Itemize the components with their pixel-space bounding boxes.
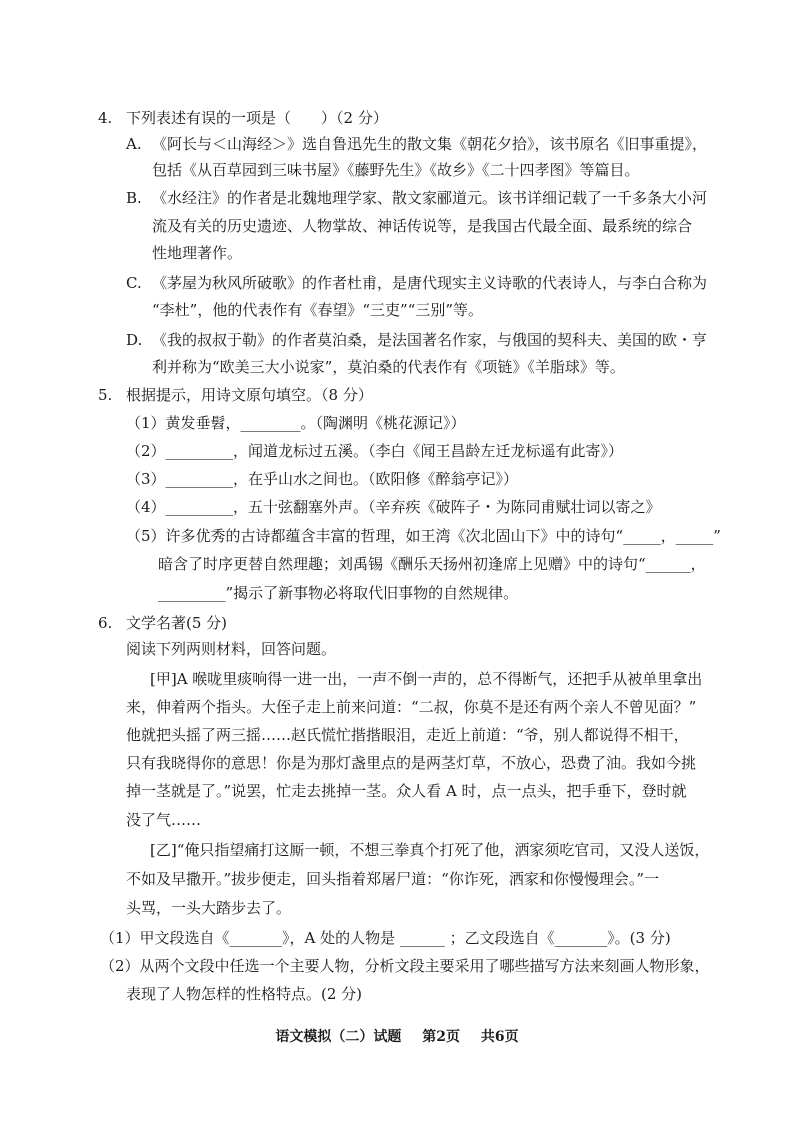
footer-total-pages: 共6页 bbox=[480, 1029, 519, 1045]
q6-subquestion-2-line2: 表现了人物怎样的性格特点。(2 分) bbox=[126, 985, 363, 1003]
passage-b-line1: [乙]“俺只指望痛打这厮一顿，不想三拳真个打死了他，洒家须吃官司，又没人送饭， bbox=[150, 841, 710, 859]
q6-intro: 阅读下列两则材料，回答问题。 bbox=[126, 640, 337, 658]
q4-number: 4. bbox=[98, 109, 113, 127]
q4-option-b-line3: 性地理著作。 bbox=[152, 244, 243, 262]
footer-page-number: 第2页 bbox=[422, 1029, 460, 1045]
q4-option-c-line2: “李杜”，他的代表作有《春望》“三吏”“三别”等。 bbox=[152, 301, 484, 319]
q5-item-5-line3: _________”揭示了新事物必将取代旧事物的自然规律。 bbox=[158, 584, 519, 602]
q5-number: 5. bbox=[98, 386, 113, 404]
q4-option-b-label: B. bbox=[126, 189, 142, 207]
q6-number: 6. bbox=[98, 614, 113, 632]
q4-option-a-line1: 《阿长与＜山海经＞》选自鲁迅先生的散文集《朝花夕拾》，该书原名《旧事重提》， bbox=[152, 135, 708, 153]
passage-a-line3: 他就把头摇了两三摇……赵氏慌忙揩揩眼泪，走近上前道：“爷，别人都说得不相干， bbox=[126, 726, 689, 744]
q6-stem: 文学名著(5 分) bbox=[126, 614, 228, 632]
q4-option-d-label: D. bbox=[126, 331, 143, 349]
passage-b-line2: 不如及早撒开。”拔步便走，回头指着郑屠尸道：“你诈死，洒家和你慢慢理会。”一 bbox=[126, 870, 660, 888]
passage-a-line1: [甲]A 喉咙里痰响得一进一出，一声不倒一声的，总不得断气，还把手从被单里拿出 bbox=[150, 670, 703, 688]
q6-subquestion-1: （1）甲文段选自《_______》，A 处的人物是 ______ ；乙文段选自《_______》。(3 分) bbox=[100, 929, 671, 947]
q4-option-c-label: C. bbox=[126, 274, 142, 292]
passage-a-line5: 掉一茎就是了。”说罢，忙走去挑掉一茎。众人看 A 时，点一点头，把手垂下，登时就 bbox=[126, 782, 687, 800]
q4-option-d-line1: 《我的叔叔于勒》的作者莫泊桑，是法国著名作家，与俄国的契科夫、美国的欧・亨 bbox=[152, 331, 708, 349]
q4-option-c-line1: 《茅屋为秋风所破歌》的作者杜甫，是唐代现实主义诗歌的代表诗人，与李白合称为 bbox=[152, 274, 708, 292]
q5-item-5-line1: （5）许多优秀的古诗都蕴含丰富的哲理，如王湾《次北固山下》中的诗句“_____，_____” bbox=[126, 527, 721, 545]
q5-stem: 根据提示，用诗文原句填空。（8 分） bbox=[126, 386, 373, 404]
q6-subquestion-2-line1: （2）从两个文段中任选一个主要人物，分析文段主要采用了哪些描写方法来刻画人物形象， bbox=[100, 957, 710, 975]
q4-option-b-line2: 流及有关的历史遗迹、人物掌故、神话传说等，是我国古代最全面、最系统的综合 bbox=[152, 217, 693, 235]
q5-item-4: （4）_________，五十弦翻塞外声。（辛弃疾《破阵子・为陈同甫赋壮词以寄之》 bbox=[126, 498, 661, 516]
footer-exam-title: 语文模拟（二）试题 bbox=[275, 1029, 402, 1045]
q4-stem: 下列表述有误的一项是（ ）（2 分） bbox=[126, 109, 388, 127]
passage-a-line2: 来，伸着两个指头。大侄子走上前来问道：“二叔，你莫不是还有两个亲人不曾见面？” bbox=[126, 698, 697, 716]
passage-a-line4: 只有我晓得你的意思！你是为那灯盏里点的是两茎灯草，不放心，恐费了油。我如今挑 bbox=[126, 754, 697, 772]
q4-option-a-label: A. bbox=[126, 135, 142, 153]
q5-item-2: （2）_________，闻道龙标过五溪。（李白《闻王昌龄左迁龙标遥有此寄》） bbox=[126, 442, 624, 460]
q4-option-b-line1: 《水经注》的作者是北魏地理学家、散文家郦道元。该书详细记载了一千多条大小河 bbox=[152, 189, 708, 207]
passage-b-line3: 头骂，一头大踏步去了。 bbox=[126, 899, 292, 917]
q4-option-d-line2: 利并称为“欧美三大小说家”，莫泊桑的代表作有《项链》《羊脂球》等。 bbox=[152, 358, 625, 376]
passage-a-line6: 没了气…… bbox=[126, 811, 202, 829]
q5-item-5-line2: 暗含了时序更替自然理趣；刘禹锡《酬乐天扬州初逢席上见赠》中的诗句“______， bbox=[158, 555, 706, 573]
page-footer bbox=[0, 1026, 794, 1046]
q4-option-a-line2: 包括《从百草园到三味书屋》《藤野先生》《故乡》《二十四孝图》等篇目。 bbox=[152, 161, 640, 179]
q5-item-1: （1）黄发垂髫，________。（陶渊明《桃花源记》） bbox=[126, 414, 466, 432]
q5-item-3: （3）_________，在乎山水之间也。（欧阳修《醉翁亭记》） bbox=[126, 470, 519, 488]
